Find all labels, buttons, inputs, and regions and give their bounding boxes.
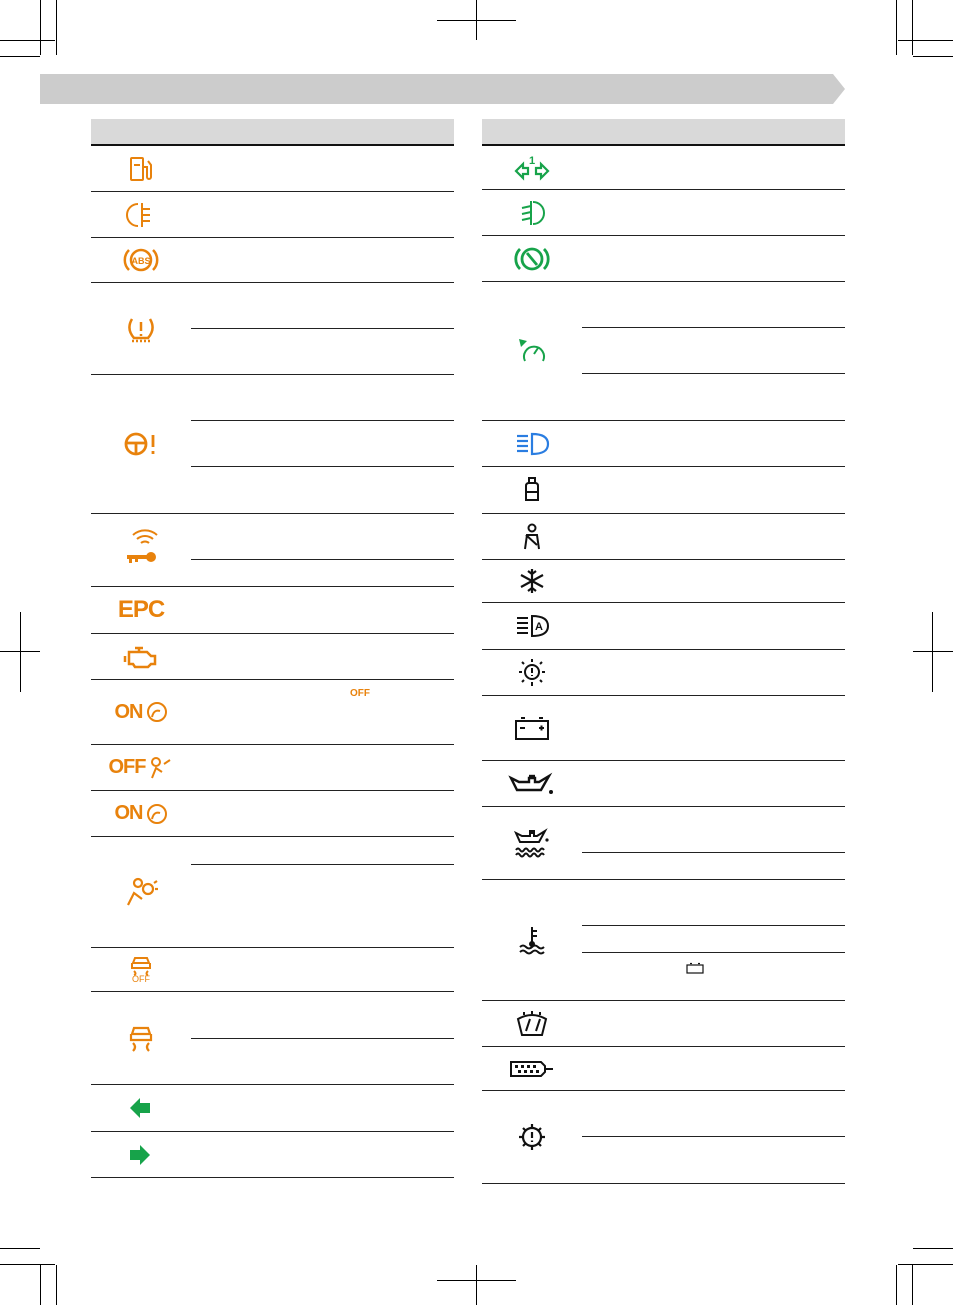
table-row bbox=[91, 837, 454, 948]
steering-fault-icon bbox=[91, 375, 191, 513]
trailer-indicator-icon bbox=[482, 146, 582, 189]
table-row bbox=[482, 514, 845, 560]
section-header-banner bbox=[40, 74, 845, 104]
table-row bbox=[482, 467, 845, 514]
inline-airbag-off-label: OFF bbox=[350, 688, 370, 699]
engine-check-icon bbox=[91, 634, 191, 679]
table-row bbox=[482, 603, 845, 650]
esc-off-label: OFF bbox=[132, 974, 150, 984]
esc-icon bbox=[91, 992, 191, 1084]
table-row bbox=[91, 238, 454, 283]
table-row bbox=[482, 146, 845, 190]
table-row bbox=[91, 680, 454, 745]
brake-pedal-icon bbox=[482, 236, 582, 281]
airbag-on-label: ON bbox=[114, 700, 143, 723]
table-row bbox=[482, 236, 845, 282]
particulate-filter-icon bbox=[482, 1047, 582, 1090]
table-row bbox=[91, 791, 454, 837]
airbag-off-label: OFF bbox=[108, 756, 146, 778]
table-row bbox=[91, 587, 454, 634]
abs-label: ABS bbox=[131, 256, 151, 266]
airbag-on-label-2: ON bbox=[114, 802, 143, 824]
gearbox-fault-icon bbox=[482, 1091, 582, 1183]
abs-icon bbox=[91, 238, 191, 282]
passenger-airbag-off-icon bbox=[91, 745, 191, 790]
front-fog-light-icon bbox=[482, 190, 582, 235]
right-warning-table bbox=[482, 119, 845, 1184]
cruise-control-icon bbox=[482, 282, 582, 420]
table-row bbox=[91, 283, 454, 375]
tyre-pressure-icon bbox=[91, 283, 191, 374]
table-row bbox=[91, 192, 454, 238]
table-row bbox=[482, 761, 845, 807]
passenger-airbag-on-icon bbox=[91, 680, 191, 744]
table-row bbox=[482, 696, 845, 761]
table-row bbox=[482, 880, 845, 1001]
passenger-airbag-on-icon-2 bbox=[91, 791, 191, 836]
high-beam-icon bbox=[482, 421, 582, 466]
rear-fog-light-icon bbox=[91, 192, 191, 237]
inline-battery-icon bbox=[686, 962, 704, 974]
table-row bbox=[482, 807, 845, 880]
trailer-label: 1 bbox=[528, 154, 536, 167]
oil-pressure-icon bbox=[482, 761, 582, 806]
table-row bbox=[91, 948, 454, 992]
table-row bbox=[91, 1132, 454, 1178]
table-row bbox=[91, 1085, 454, 1132]
airbag-fault-icon bbox=[91, 837, 191, 947]
table-row bbox=[91, 745, 454, 791]
seatbelt-icon bbox=[482, 514, 582, 559]
esc-off-icon bbox=[91, 948, 191, 991]
frost-icon bbox=[482, 560, 582, 602]
left-warning-table bbox=[91, 119, 454, 1178]
table-row bbox=[482, 1001, 845, 1047]
table-row bbox=[91, 514, 454, 587]
table-row bbox=[482, 1091, 845, 1184]
table-row bbox=[482, 282, 845, 421]
table-row bbox=[482, 650, 845, 696]
auto-high-beam-icon bbox=[482, 603, 582, 649]
bulb-fault-icon bbox=[482, 650, 582, 695]
table-row bbox=[482, 421, 845, 467]
battery-icon bbox=[482, 696, 582, 760]
table-row bbox=[91, 375, 454, 514]
windscreen-wiper-icon bbox=[482, 1001, 582, 1046]
epc-icon bbox=[91, 587, 191, 633]
oil-level-icon bbox=[482, 807, 582, 879]
table-row bbox=[482, 560, 845, 603]
table-row bbox=[482, 1047, 845, 1091]
fuel-reserve-icon bbox=[91, 146, 191, 191]
washer-fluid-icon bbox=[482, 467, 582, 513]
coolant-temperature-icon bbox=[482, 880, 582, 1000]
table-header bbox=[91, 119, 454, 146]
table-row bbox=[482, 190, 845, 236]
epc-label: EPC bbox=[117, 596, 165, 623]
table-row bbox=[91, 146, 454, 192]
turn-right-arrow-icon bbox=[91, 1132, 191, 1177]
auto-beam-label: A bbox=[535, 621, 543, 633]
table-header bbox=[482, 119, 845, 146]
table-row bbox=[91, 634, 454, 680]
table-row bbox=[91, 992, 454, 1085]
turn-left-arrow-icon bbox=[91, 1085, 191, 1131]
key-remote-icon bbox=[91, 514, 191, 586]
